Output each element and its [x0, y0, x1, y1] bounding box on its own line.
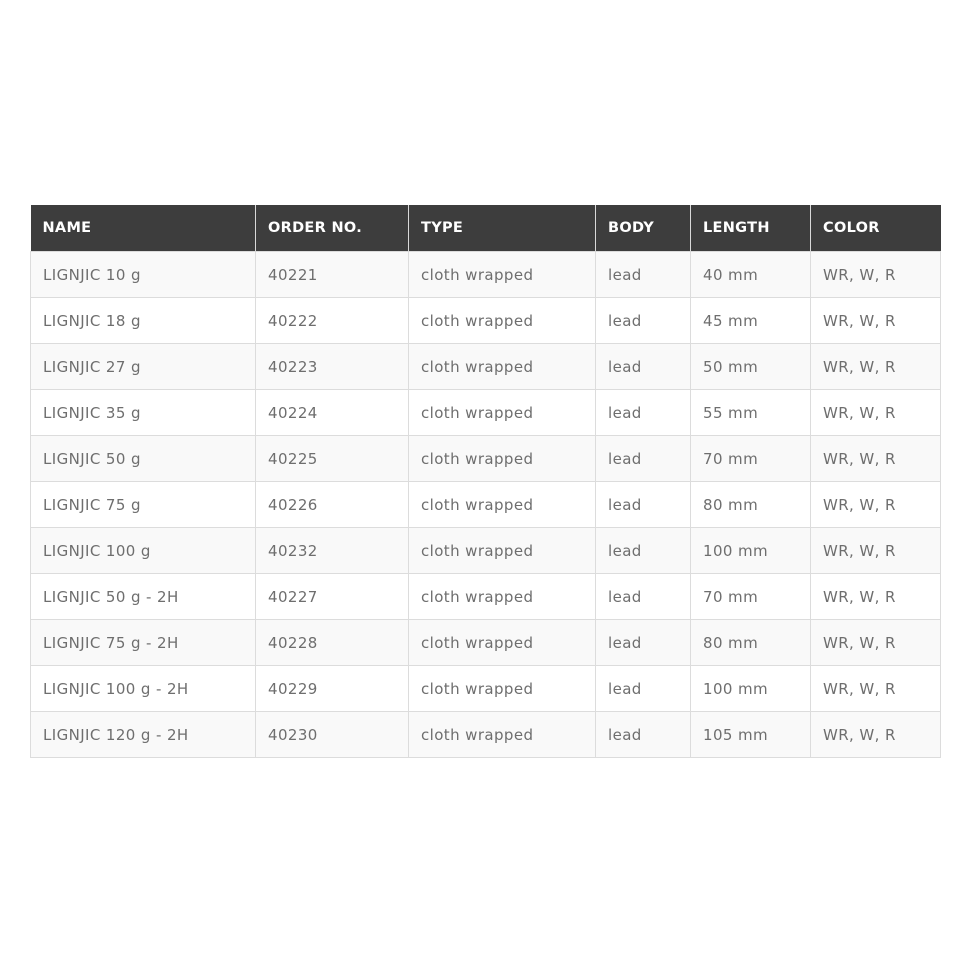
cell-length: 50 mm	[691, 344, 811, 390]
column-header-type: TYPE	[409, 205, 596, 252]
cell-order-no: 40230	[256, 712, 409, 758]
column-header-order-no: ORDER NO.	[256, 205, 409, 252]
table-row	[31, 528, 941, 574]
cell-name: LIGNJIC 100 g	[31, 528, 256, 574]
cell-type: cloth wrapped	[409, 528, 596, 574]
cell-color: WR, W, R	[811, 574, 941, 620]
cell-order-no: 40228	[256, 620, 409, 666]
cell-body: lead	[596, 436, 691, 482]
cell-type: cloth wrapped	[409, 298, 596, 344]
cell-color: WR, W, R	[811, 298, 941, 344]
cell-order-no: 40223	[256, 344, 409, 390]
cell-body: lead	[596, 666, 691, 712]
cell-type: cloth wrapped	[409, 390, 596, 436]
table-row	[31, 390, 941, 436]
table-row	[31, 620, 941, 666]
cell-order-no: 40221	[256, 252, 409, 298]
cell-type: cloth wrapped	[409, 252, 596, 298]
cell-length: 70 mm	[691, 436, 811, 482]
cell-body: lead	[596, 252, 691, 298]
cell-color: WR, W, R	[811, 666, 941, 712]
cell-color: WR, W, R	[811, 344, 941, 390]
cell-color: WR, W, R	[811, 528, 941, 574]
table-row	[31, 574, 941, 620]
cell-order-no: 40222	[256, 298, 409, 344]
cell-name: LIGNJIC 50 g - 2H	[31, 574, 256, 620]
cell-length: 80 mm	[691, 482, 811, 528]
product-spec-table	[30, 205, 941, 758]
cell-length: 40 mm	[691, 252, 811, 298]
cell-body: lead	[596, 344, 691, 390]
cell-body: lead	[596, 390, 691, 436]
column-header-name: NAME	[31, 205, 256, 252]
cell-name: LIGNJIC 75 g	[31, 482, 256, 528]
cell-type: cloth wrapped	[409, 436, 596, 482]
cell-body: lead	[596, 712, 691, 758]
column-header-color: COLOR	[811, 205, 941, 252]
table-row	[31, 344, 941, 390]
column-header-length: LENGTH	[691, 205, 811, 252]
cell-type: cloth wrapped	[409, 482, 596, 528]
cell-body: lead	[596, 574, 691, 620]
cell-name: LIGNJIC 50 g	[31, 436, 256, 482]
cell-order-no: 40224	[256, 390, 409, 436]
header-row	[31, 205, 941, 252]
cell-length: 45 mm	[691, 298, 811, 344]
cell-body: lead	[596, 482, 691, 528]
cell-type: cloth wrapped	[409, 620, 596, 666]
cell-length: 55 mm	[691, 390, 811, 436]
cell-name: LIGNJIC 27 g	[31, 344, 256, 390]
table-row	[31, 252, 941, 298]
cell-name: LIGNJIC 100 g - 2H	[31, 666, 256, 712]
cell-name: LIGNJIC 35 g	[31, 390, 256, 436]
cell-length: 70 mm	[691, 574, 811, 620]
cell-color: WR, W, R	[811, 252, 941, 298]
table-header	[31, 205, 941, 252]
table-row	[31, 712, 941, 758]
cell-length: 100 mm	[691, 528, 811, 574]
cell-length: 80 mm	[691, 620, 811, 666]
cell-color: WR, W, R	[811, 620, 941, 666]
cell-color: WR, W, R	[811, 482, 941, 528]
cell-body: lead	[596, 620, 691, 666]
cell-type: cloth wrapped	[409, 666, 596, 712]
table-row	[31, 666, 941, 712]
cell-color: WR, W, R	[811, 712, 941, 758]
cell-color: WR, W, R	[811, 390, 941, 436]
table-body	[31, 252, 941, 758]
cell-order-no: 40226	[256, 482, 409, 528]
cell-order-no: 40225	[256, 436, 409, 482]
cell-body: lead	[596, 528, 691, 574]
cell-type: cloth wrapped	[409, 574, 596, 620]
cell-color: WR, W, R	[811, 436, 941, 482]
cell-type: cloth wrapped	[409, 344, 596, 390]
table-row	[31, 482, 941, 528]
cell-length: 105 mm	[691, 712, 811, 758]
cell-order-no: 40227	[256, 574, 409, 620]
cell-type: cloth wrapped	[409, 712, 596, 758]
cell-length: 100 mm	[691, 666, 811, 712]
cell-name: LIGNJIC 120 g - 2H	[31, 712, 256, 758]
cell-name: LIGNJIC 10 g	[31, 252, 256, 298]
table-row	[31, 298, 941, 344]
cell-name: LIGNJIC 75 g - 2H	[31, 620, 256, 666]
table-row	[31, 436, 941, 482]
cell-order-no: 40229	[256, 666, 409, 712]
cell-name: LIGNJIC 18 g	[31, 298, 256, 344]
column-header-body: BODY	[596, 205, 691, 252]
cell-body: lead	[596, 298, 691, 344]
cell-order-no: 40232	[256, 528, 409, 574]
